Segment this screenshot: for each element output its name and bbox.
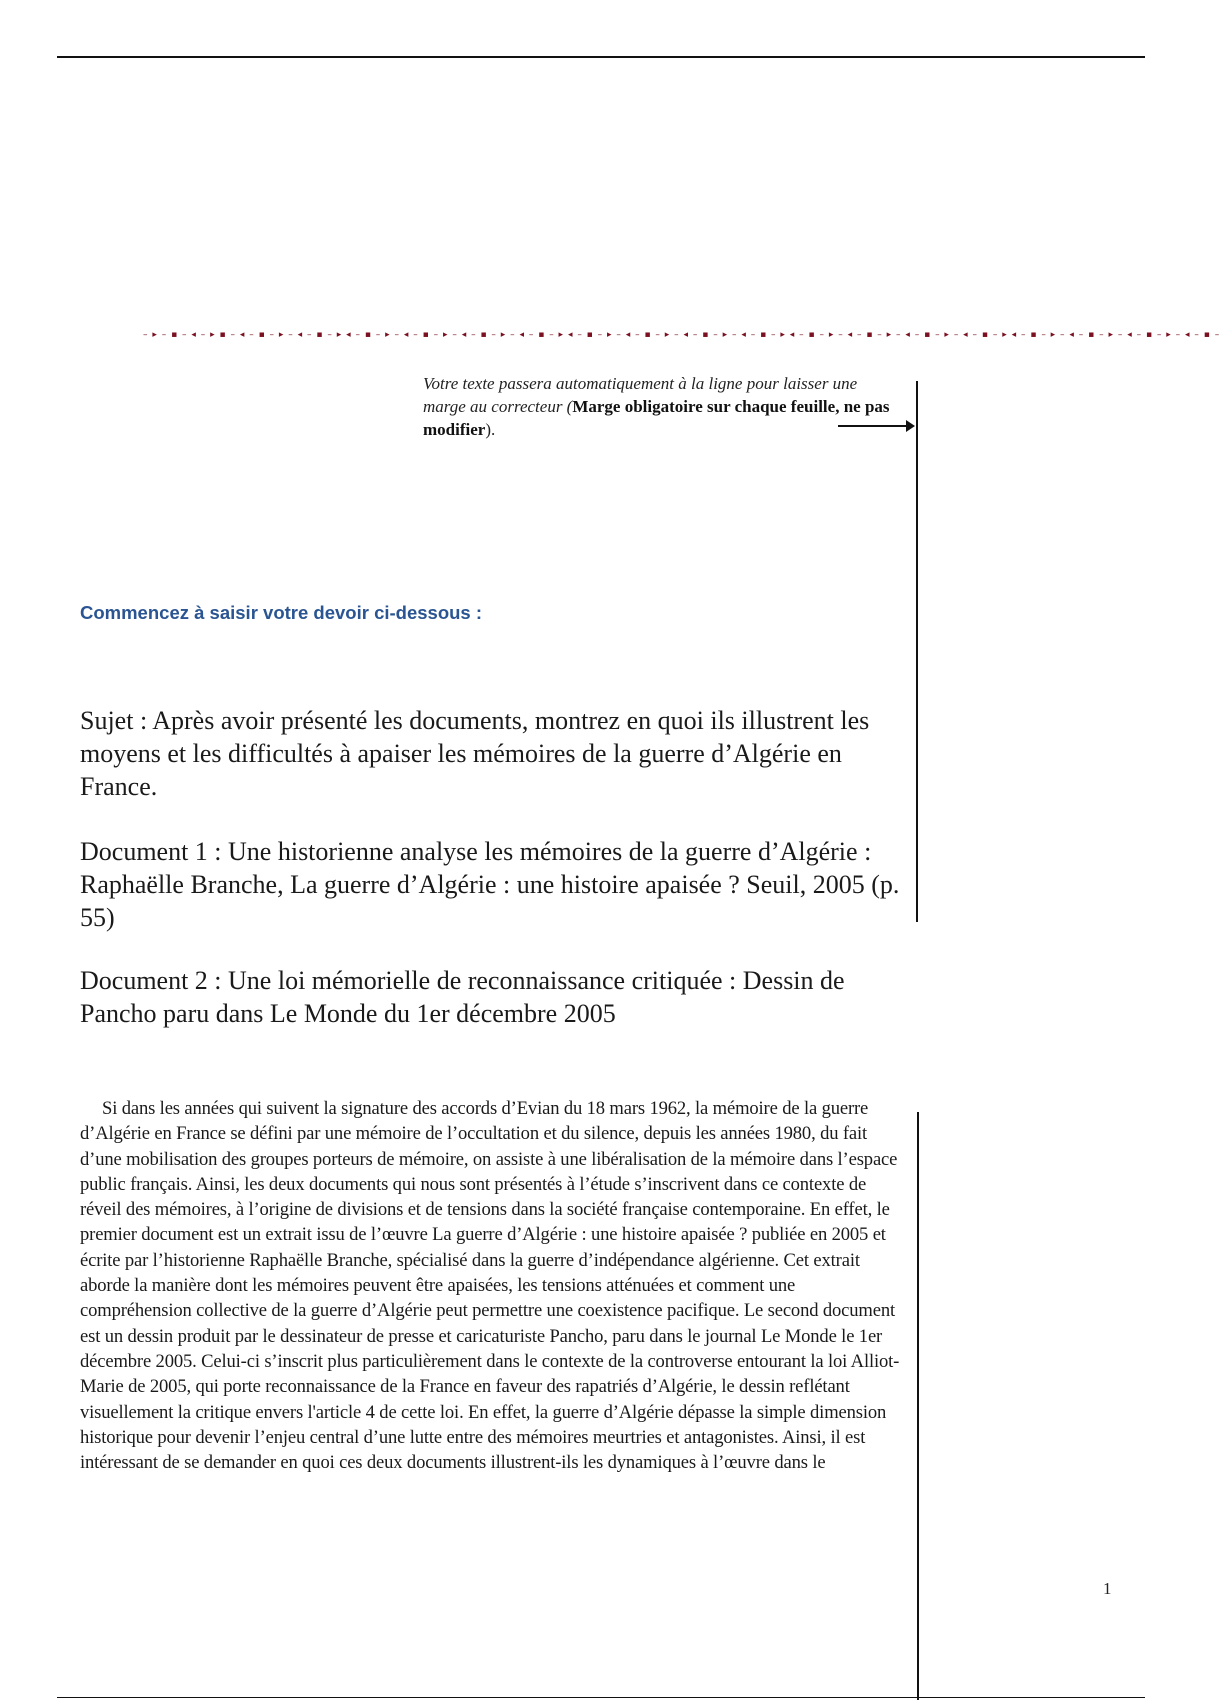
document-2-reference: Document 2 : Une loi mémorielle de reconnaissance critiquée : Dessin de Pancho paru dans Le Monde du 1er décembre 2005: [80, 966, 845, 1028]
page-number: 1: [1103, 1579, 1112, 1598]
arrow-head-icon: [906, 420, 915, 432]
margin-note-italic: Votre texte passera automatiquement à la ligne pour laisser une marge au correcteur (: [423, 374, 858, 416]
essay-introduction-paragraph[interactable]: Si dans les années qui suivent la signature des accords d’Evian du 18 mars 1962, la mémoire de la guerre d’Algérie en France se défini par une mémoire de l’occultation et du silence, depuis les années 1980, du fait d’une mobilisation des groupes porteurs de mémoire, on assiste à une libéralisation de la mémoire dans l’espace public français. Ainsi, les deux documents qui nous sont présentés à l’étude s’inscrivent dans ce contexte de réveil des mémoires, à l’origine de divisions et de tensions dans la société française contemporaine. En effet, le premier document est un extrait issu de l’œuvre La guerre d’Algérie : une histoire apaisée ? publiée en 2005 et écrite par l’historienne Raphaëlle Branche, spécialisé dans la guerre d’indépendance algérienne. Cet extrait aborde la manière dont les mémoires peuvent être apaisées, les tensions atténuées et comment une compréhension collective de la guerre d’Algérie peut permettre une coexistence pacifique. Le second document est un dessin produit par le dessinateur de presse et caricaturiste Pancho, paru dans le journal Le Monde le 1er décembre 2005. Celui-ci s’inscrit plus particulièrement dans le contexte de la controverse entourant la loi Alliot-Marie de 2005, qui porte reconnaissance de la France en faveur des rapatriés d’Algérie, le dessin reflétant visuellement la critique envers l'article 4 de cette loi. En effet, la guerre d’Algérie dépasse la simple dimension historique pour devenir l’enjeu central d’une lutte entre des mémoires meurtries et antagonistes. Ainsi, il est intéressant de se demander en quoi ces deux documents illustrent-ils les dynamiques à l’œuvre dans le: [80, 1098, 900, 1474]
margin-arrow-icon: [838, 425, 912, 427]
margin-instruction-note: [423, 372, 893, 441]
margin-note-closing: ).: [485, 420, 496, 439]
margin-note-bold: Marge obligatoire sur chaque feuille, ne pas modifier: [423, 397, 890, 439]
ornamental-divider: – ▸ – ▪ – ◂ – ▸ ▪ – ◂ – ▪ – ▸ – ◂ – ▪ – ▸ ◂ – ▪ – ▸ – ◂ – ▪ – ▸ – ◂ – ▪ – ▸ – ◂ – ▪ – ▸ ◂ – ▪ – ▸ – ◂ – ▪ – ▸ – ◂ – ▪ – ▸ – ◂ – ▪ – ▸ ◂ – ▪ – ▸ – ◂ – ▪ – ▸ – ◂ – ▪ – ▸ – ◂ – ▪ – ▸ ◂ – ▪ – ▸ – ◂ – ▪ – ▸ – ◂ – ▪ – ▸ – ◂ – ▪ –: [143, 330, 1220, 340]
top-rule: [57, 56, 1145, 58]
document-1-reference: Document 1 : Une historienne analyse les mémoires de la guerre d’Algérie : Raphaëlle Branche, La guerre d’Algérie : une histoire apaisée ? Seuil, 2005 (p. 55): [80, 837, 900, 932]
correction-margin-line-lower: [917, 1112, 919, 1700]
bottom-rule: [57, 1697, 1145, 1698]
start-instruction-label: Commencez à saisir votre devoir ci-dessous :: [80, 602, 483, 623]
assignment-subject: Sujet : Après avoir présenté les documents, montrez en quoi ils illustrent les moyens et les difficultés à apaiser les mémoires de la guerre d’Algérie en France.: [80, 706, 870, 801]
